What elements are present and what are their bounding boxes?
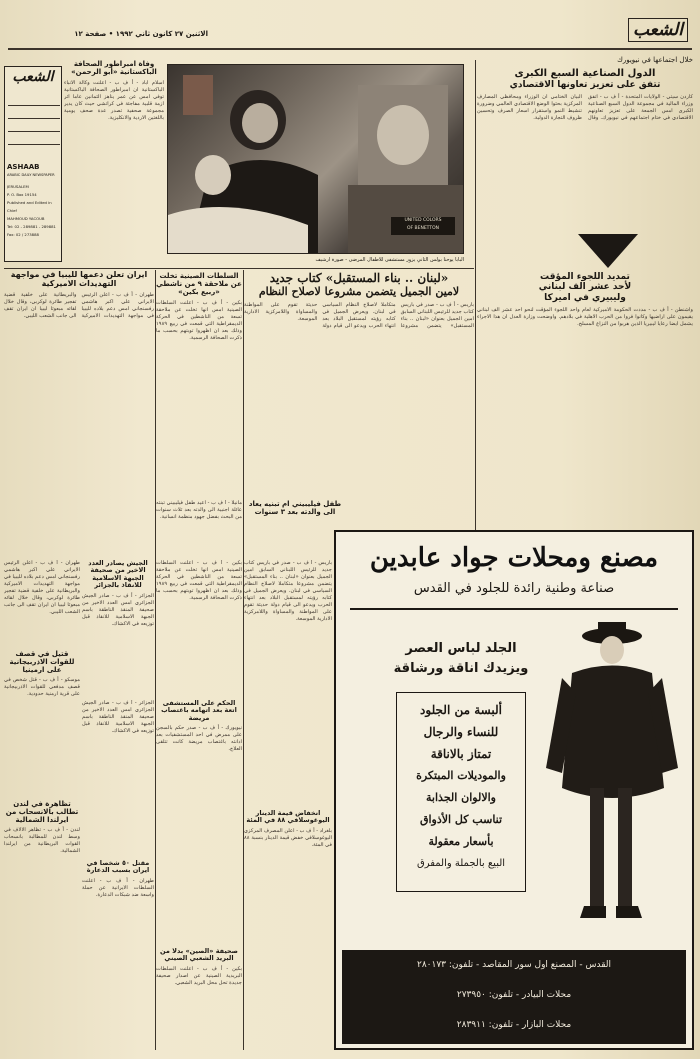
hospital-body: نيويورك - أ ف ب - صدر حكم بالسجن على ممرض في احد المستشفيات بعد ادانته باغتصاب مريضة كانت تتلقى العلاج. [156, 725, 242, 753]
address-line-3: محلات البازار - تلفون: ٢٨٣٩١١ [456, 1020, 572, 1030]
libya-body: طهران - أ ف ب - اعلن الرئيس الايراني علي اكبر هاشمي رفسنجاني امس دعم بلاده لليبيا في مواجهة التهديدات الاميركية والبريطانية على خلفية قضية تفجير طائرة لوكربي، وقال خلال لقائه مبعوثا ليبيا ان ايران تقف الى جانب الشعب الليبي. [4, 292, 154, 320]
publisher-title: ASHAAB [7, 163, 40, 171]
lebanon-title-2: لأحد عشر الف لبناني [538, 282, 632, 293]
feature-line: بأسعار معقولة [428, 835, 494, 848]
lebanon-future-title-2: لامين الجميل يتضمن مشروعا لاصلاح النظام [258, 284, 460, 298]
model-illustration [532, 618, 682, 938]
article-pakistan [64, 60, 164, 260]
photo-caption: البابا يوحنا بولس الثاني يزور مستشفى للاطفال المرضى - صورة ارشيف [315, 257, 464, 263]
lebanon-body: واشنطن - أ ف ب - مددت الحكومة الاميركية لعام واحد اللجوء المؤقت لنحو احد عشر الف لبناني يقيمون على اراضيها وكانوا فروا من الحرب الاهلية في بلادهم. واوضحت وزارة العدل ان هذا الاجراء يشمل ايضا رعايا ليبيريا الذين هربوا من النزاع المسلح. [477, 307, 693, 328]
publisher-box [4, 66, 62, 262]
column-rule [475, 60, 476, 530]
publisher-address [7, 183, 61, 239]
arrow-graphic [578, 234, 638, 268]
address-line: P. O. Box 19154 [7, 192, 37, 197]
g7-body: كاردن سيتي - الولايات المتحدة - أ ف ب - اتفق وزراء المالية في مجموعة الدول السبع الصناعية الكبرى امس الجمعة على تعزيز تعاونهم الاقتصادي في ختام اجتماعهم في نيويورك. وقال البيان الختامي ان الوزراء ومحافظي المصارف المركزية بحثوا الوضع الاقتصادي العالمي وضرورة تنشيط النمو واستقرار اسعار الصرف وتحسين ظروف التجارة الدولية. [477, 93, 693, 121]
address-line: Tel: 02 - 289881 - 289881 [7, 224, 56, 229]
armenia-body: موسكو - أ ف ب - قتل شخص في قصف مدفعي للقوات الاذربيجانية على قرية ارمنية حدودية. [4, 677, 80, 698]
masthead [0, 18, 700, 58]
advert-rule [350, 608, 678, 610]
article-dinar [244, 810, 332, 1050]
lebanon-title-3: وليبيري في اميركا [544, 292, 626, 303]
advert-model [532, 618, 682, 938]
iran-body: طهران - أ ف ب - اعلنت السلطات الايرانية عن حملة واسعة ضد شبكات الدعارة. [82, 877, 154, 898]
lebanon-title-1: تمديد اللجوء المؤقت [540, 272, 630, 282]
advert-tag-2: ويزيدك اناقة ورشاقة [393, 662, 529, 676]
libya-title: ايران تعلن دعمها لليبيا في مواجهة التهديدات الاميركية [10, 270, 148, 289]
iran-title: مقتل ٥٠ شخصا في ايران بسبب الدعارة [86, 860, 150, 875]
china-post-body: بكين - أ ف ب - اعلنت السلطات البريدية الصينية عن اصدار صحيفة جديدة تحل محل البريد الشعبي. [156, 965, 242, 986]
feature-line: ألبسة من الجلود [420, 703, 502, 717]
article-libya [4, 270, 154, 560]
filler-text: طهران - أ ف ب - اعلن الرئيس الايراني علي اكبر هاشمي رفسنجاني امس دعم بلاده لليبيا في مواجهة التهديدات الاميركية والبريطانية على خلفية قضية تفجير طائرة لوكربي، وقال خلال لقائه مبعوثا ليبيا ان ايران تقف الى جانب الشعب الليبي. [4, 560, 80, 615]
publisher-sub: ARABIC DAILY NEWSPAPER [7, 173, 55, 177]
article-armenia [4, 650, 80, 800]
advert-subtitle: صناعة وطنية رائدة للجلود في القدس [413, 582, 615, 596]
photo-tag-line-2: OF BENETTON [406, 226, 440, 231]
feature-line: للنساء والرجال [423, 725, 499, 739]
advert-tag-1: الجلد لباس العصر [405, 642, 517, 656]
philippines-body: مانيلا - أ ف ب - اعيد طفل فيليبيني تبنته عائلة اجنبية الى والدته بعد ثلاث سنوات من البحث بفضل جهود منظمة انسانية. [156, 500, 242, 520]
feature-line: البيع بالجملة والمفرق [416, 858, 506, 869]
photo-tag [391, 217, 455, 235]
feature-line: تناسب كل الأذواق [419, 813, 503, 826]
article-hospital [156, 700, 242, 940]
address-line: MAHMOUD YACOUB [7, 216, 45, 221]
g7-title-1: الدول الصناعية السبع الكبرى [514, 68, 656, 79]
article-lebanon-future [244, 272, 474, 532]
lebanon-future-title-1: «لبنان .. بناء المستقبل» كتاب جديد [269, 272, 449, 285]
address-line-1: القدس - المصنع اول سور المقاصد - تلفون: ٢٨٠١٧٣ [416, 960, 612, 970]
armenia-title: قتيل في قصف للقوات الاذربيجانية على ارمينيا [9, 650, 75, 675]
article-algeria [82, 560, 154, 700]
publisher-arabic-lines [8, 93, 60, 157]
publisher-logo: الشعب [12, 69, 54, 85]
article-g7 [477, 68, 693, 228]
photo-tag-line-1: UNITED COLORS [404, 218, 442, 223]
article-china [156, 272, 242, 492]
dinar-title: انخفاض قيمة الدينار اليوغوسلافي ٨٨ في المئة [246, 810, 330, 825]
advert-title: مصنع ومحلات جواد عابدين [369, 543, 659, 573]
advert-features [396, 692, 526, 892]
filler-text: باريس - أ ف ب - صدر في باريس كتاب جديد للرئيس اللبناني السابق امين الجميل بعنوان «لبنان .. بناء المستقبل» يتضمن مشروعا متكاملا لاصلاح النظام السياسي في لبنان. ويعرض الجميل في كتابه رؤيته لمستقبل البلاد بعد انتهاء الحرب ويدعو الى قيام دولة حديثة تقوم على المواطنة والمساواة واللامركزية الادارية الموسعة. [244, 560, 332, 622]
article-philippines [244, 500, 346, 560]
china-post-title: صحيفة «الصين» بدلا من البريد الشعبي الصيني [160, 948, 238, 963]
china-title: السلطات الصينية تخلت عن ملاحقة ٩ من ناشطي «ربيع بكين» [156, 272, 242, 297]
london-title: تظاهرة في لندن تطالب بالانسحاب من ايرلندا الشمالية [5, 800, 79, 825]
address-line: Published and Edited in Chief [7, 200, 52, 213]
algeria-body: الجزائر - أ ف ب - صادر الجيش الجزائري امس العدد الاخير من صحيفة المنقذ الناطقة باسم الجبهة الاسلامية للانقاذ قبل توزيعه في الاكشاك. [82, 592, 154, 627]
article-china-post [156, 948, 242, 1050]
lebanon-future-body: باريس - أ ف ب - صدر في باريس كتاب جديد للرئيس اللبناني السابق امين الجميل بعنوان «لبنان .. بناء المستقبل» يتضمن مشروعا متكاملا لاصلاح النظام السياسي في لبنان. ويعرض الجميل في كتابه رؤيته لمستقبل البلاد بعد انتهاء الحرب ويدعو الى قيام دولة حديثة تقوم على المواطنة والمساواة واللامركزية الادارية الموسعة. [244, 302, 474, 330]
address-line-2: محلات البيادر - تلفون: ٢٧٣٩٥٠ [456, 990, 572, 1000]
algeria-title: الجيش يصادر العدد الاخير من صحيفة الجبهة الاسلامية للانقاذ بالجزائر [88, 560, 148, 590]
g7-title-2: تتفق على تعزيز تعاونها الاقتصادي [509, 79, 661, 90]
date-line: الاثنين ٢٧ كانون ثاني ١٩٩٢ • صفحة ١٢ [74, 30, 208, 38]
article-london [4, 800, 80, 1050]
masthead-rule [8, 48, 692, 50]
address-line: Fax: 02 / 273888 [7, 232, 39, 237]
london-body: لندن - أ ف ب - تظاهر الالاف في وسط لندن للمطالبة بانسحاب القوات البريطانية من ايرلندا الشمالية. [4, 827, 80, 855]
advert-jawad-abdeen [334, 530, 694, 1050]
article-iran [82, 860, 154, 1050]
section-rule [4, 268, 474, 269]
arrow-down-icon [578, 234, 638, 268]
feature-line: والالوان الجذابة [426, 791, 496, 804]
feature-line: تمتاز بالاناقة [430, 747, 492, 761]
news-photo [167, 64, 464, 254]
hospital-title: الحكم على المستشفى اتعة بعد اتهامه باغتصاب مريضة [161, 700, 237, 722]
address-line: JERUSALEM [7, 184, 29, 189]
pakistan-body: اسلام اباد - أ ف ب - اعلنت وكالة الانباء الباكستانية ان امبراطور الصحافة الباكستانية توفي امس عن عمر يناهز الثمانين عاما اثر ازمة قلبية مفاجئة في كراتشي حيث كان يدير مجموعة صحفية تصدر عدة صحف يومية باللغتين الاردية والانكليزية. [64, 80, 164, 122]
filler-text: الجزائر - أ ف ب - صادر الجيش الجزائري امس العدد الاخير من صحيفة المنقذ الناطقة باسم الجبهة الاسلامية للانقاذ قبل توزيعه في الاكشاك. [82, 700, 154, 734]
kicker: خلال اجتماعها في نيويورك [617, 56, 693, 64]
filler-text: بكين - أ ف ب - اعلنت السلطات الصينية امس انها تخلت عن ملاحقة تسعة من الناشطين في الحركة الديمقراطية التي قمعت في ربيع ١٩٨٩ وذلك بعد ان اظهروا توبتهم بحسب ما ذكرت الصحافة الرسمية. [156, 560, 242, 601]
feature-line: والموديلات المبتكرة [416, 769, 506, 782]
dinar-body: بلغراد - أ ف ب - اعلن المصرف المركزي اليوغوسلافي خفض قيمة الدينار بنسبة ٨٨ في المئة. [244, 827, 332, 848]
advert-address [342, 950, 686, 1044]
masthead-logo: الشعب [628, 18, 688, 42]
china-body: بكين - أ ف ب - اعلنت السلطات الصينية امس انها تخلت عن ملاحقة تسعة من الناشطين في الحركة الديمقراطية التي قمعت في ربيع ١٩٨٩ وذلك بعد ان اظهروا توبتهم بحسب ما ذكرت الصحافة الرسمية. [156, 300, 242, 342]
philippines-title: طفل فيليبيني ام تبنيه يعاد الى والدته بعد ٣ سنوات [248, 500, 342, 517]
pakistan-title: وفاة امبراطور الصحافة الباكستانية «أبو الرحمن» [71, 60, 157, 77]
